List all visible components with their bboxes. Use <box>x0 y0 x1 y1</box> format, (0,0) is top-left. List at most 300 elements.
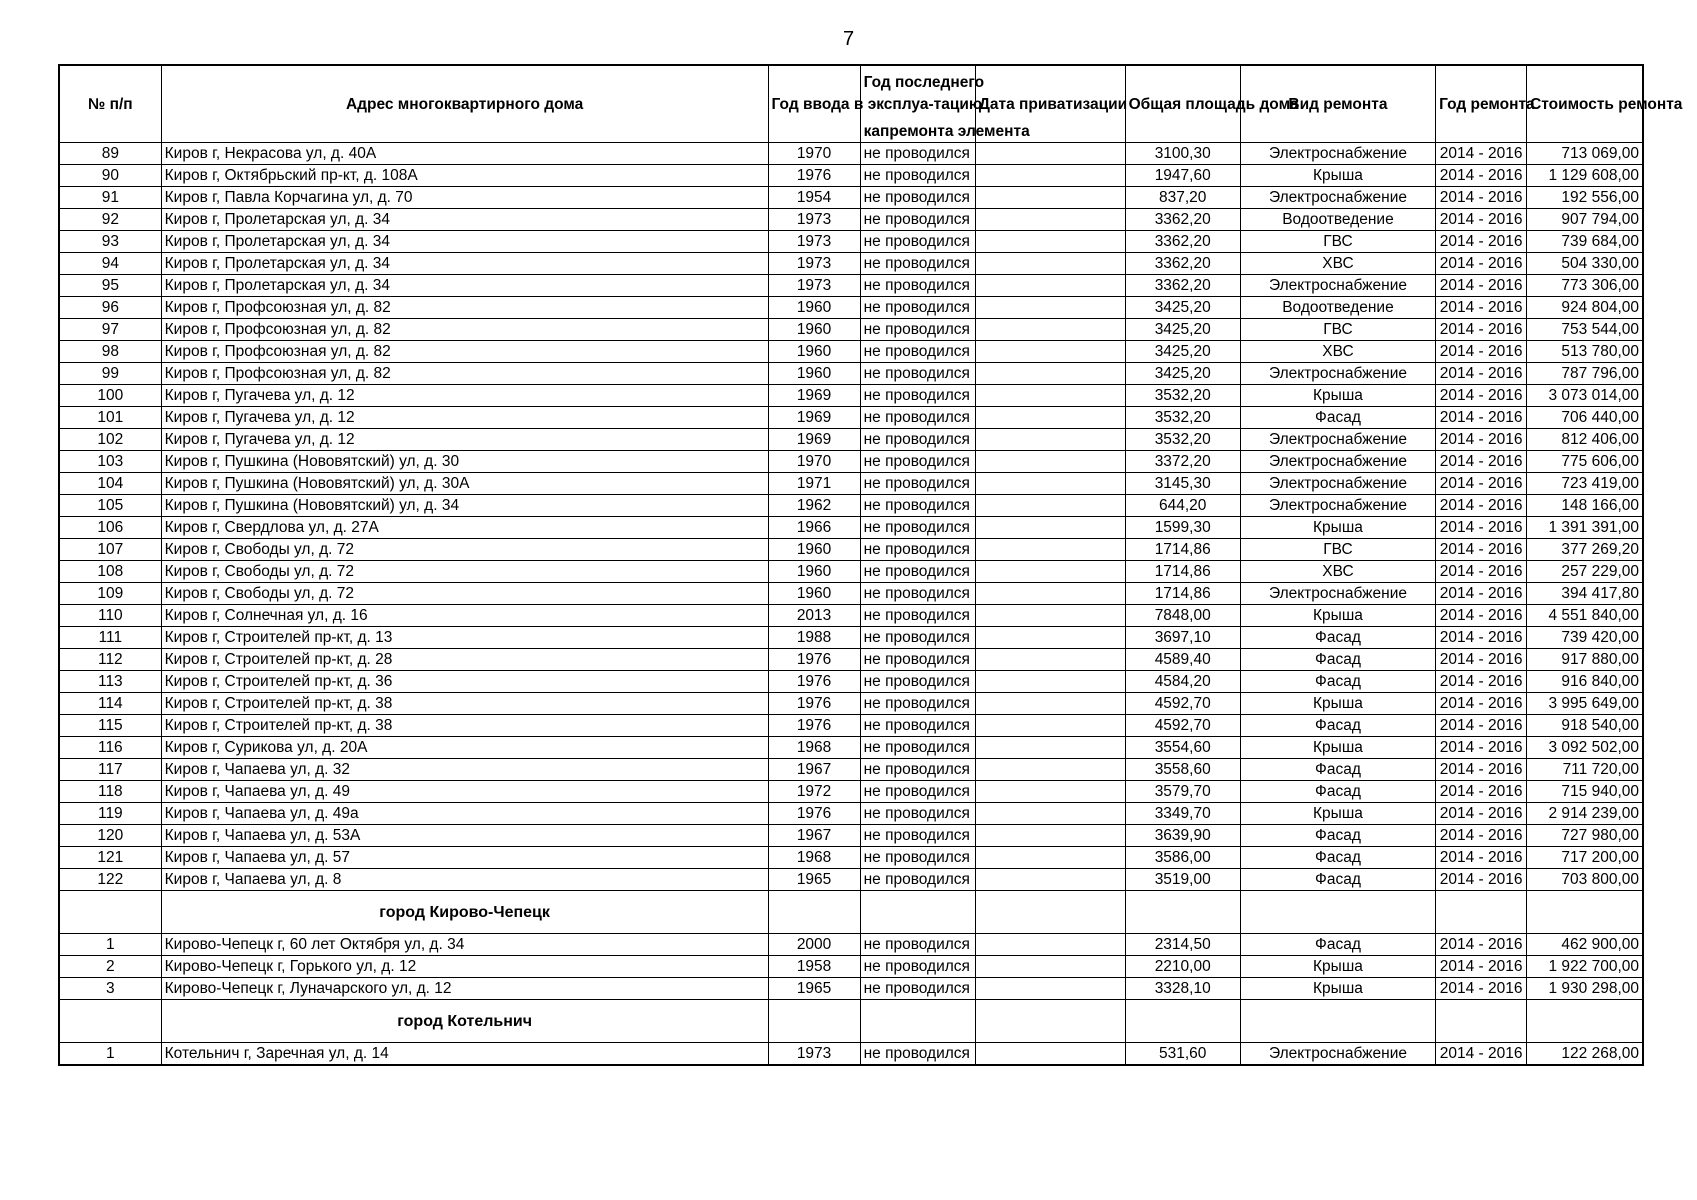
row-area: 3425,20 <box>1125 341 1240 363</box>
row-last-repair: не проводился <box>860 363 975 385</box>
row-cost: 3 092 502,00 <box>1527 737 1643 759</box>
row-cost: 715 940,00 <box>1527 781 1643 803</box>
row-repair-type: Крыша <box>1240 165 1435 187</box>
row-last-repair: не проводился <box>860 803 975 825</box>
row-year-built: 1969 <box>768 385 860 407</box>
row-cost: 1 930 298,00 <box>1527 978 1643 1000</box>
row-privatization <box>975 517 1125 539</box>
row-num: 101 <box>59 407 161 429</box>
table-row <box>59 495 1643 517</box>
row-year-built: 1976 <box>768 715 860 737</box>
row-year-built: 1966 <box>768 517 860 539</box>
row-repair-year: 2014 - 2016 <box>1436 363 1527 385</box>
row-last-repair: не проводился <box>860 143 975 165</box>
row-cost: 916 840,00 <box>1527 671 1643 693</box>
row-repair-type: ГВС <box>1240 319 1435 341</box>
row-num: 91 <box>59 187 161 209</box>
row-repair-type: Фасад <box>1240 627 1435 649</box>
row-area: 3362,20 <box>1125 231 1240 253</box>
table-row <box>59 407 1643 429</box>
row-area: 3362,20 <box>1125 275 1240 297</box>
row-address: Киров г, Сурикова ул, д. 20А <box>161 737 768 759</box>
row-repair-year: 2014 - 2016 <box>1436 231 1527 253</box>
row-repair-type: ХВС <box>1240 561 1435 583</box>
row-num: 106 <box>59 517 161 539</box>
row-area: 3532,20 <box>1125 407 1240 429</box>
row-last-repair: не проводился <box>860 429 975 451</box>
row-area: 3425,20 <box>1125 319 1240 341</box>
row-cost: 717 200,00 <box>1527 847 1643 869</box>
row-address: Киров г, Некрасова ул, д. 40А <box>161 143 768 165</box>
row-address: Киров г, Пушкина (Нововятский) ул, д. 30 <box>161 451 768 473</box>
row-cost: 812 406,00 <box>1527 429 1643 451</box>
row-cost: 4 551 840,00 <box>1527 605 1643 627</box>
row-area: 3554,60 <box>1125 737 1240 759</box>
row-repair-type: Фасад <box>1240 869 1435 891</box>
section-empty-cell <box>1240 891 1435 934</box>
table-row <box>59 759 1643 781</box>
table-row <box>59 671 1643 693</box>
row-repair-year: 2014 - 2016 <box>1436 627 1527 649</box>
row-address: Киров г, Пугачева ул, д. 12 <box>161 407 768 429</box>
row-year-built: 1988 <box>768 627 860 649</box>
row-cost: 727 980,00 <box>1527 825 1643 847</box>
row-repair-type: Водоотведение <box>1240 297 1435 319</box>
row-privatization <box>975 319 1125 341</box>
row-repair-type: Электроснабжение <box>1240 363 1435 385</box>
row-num: 118 <box>59 781 161 803</box>
table-row <box>59 825 1643 847</box>
row-repair-type: Фасад <box>1240 715 1435 737</box>
row-area: 3532,20 <box>1125 385 1240 407</box>
row-repair-type: Фасад <box>1240 825 1435 847</box>
repair-registry-table <box>58 64 1683 1066</box>
row-area: 4592,70 <box>1125 693 1240 715</box>
row-repair-type: Крыша <box>1240 605 1435 627</box>
row-num: 3 <box>59 978 161 1000</box>
table-row <box>59 605 1643 627</box>
row-last-repair: не проводился <box>860 825 975 847</box>
row-last-repair: не проводился <box>860 473 975 495</box>
row-area: 4589,40 <box>1125 649 1240 671</box>
row-area: 531,60 <box>1125 1043 1240 1066</box>
row-privatization <box>975 165 1125 187</box>
row-num: 1 <box>59 934 161 956</box>
table-row <box>59 627 1643 649</box>
row-last-repair: не проводился <box>860 231 975 253</box>
header-address: Адрес многоквартирного дома <box>161 65 768 143</box>
row-area: 3639,90 <box>1125 825 1240 847</box>
row-cost: 1 391 391,00 <box>1527 517 1643 539</box>
table-row <box>59 473 1643 495</box>
row-cost: 739 684,00 <box>1527 231 1643 253</box>
section-empty-cell <box>860 891 975 934</box>
row-year-built: 1971 <box>768 473 860 495</box>
section-empty-cell <box>1240 1000 1435 1043</box>
section-empty-cell <box>1436 1000 1527 1043</box>
row-cost: 257 229,00 <box>1527 561 1643 583</box>
row-cost: 917 880,00 <box>1527 649 1643 671</box>
row-area: 7848,00 <box>1125 605 1240 627</box>
row-repair-type: Электроснабжение <box>1240 451 1435 473</box>
row-year-built: 1965 <box>768 978 860 1000</box>
page-number: 7 <box>842 28 855 50</box>
row-cost: 148 166,00 <box>1527 495 1643 517</box>
table-row <box>59 319 1643 341</box>
table-row <box>59 1043 1643 1066</box>
table-row <box>59 978 1643 1000</box>
table-row <box>59 209 1643 231</box>
row-repair-type: Фасад <box>1240 759 1435 781</box>
row-address: Киров г, Пролетарская ул, д. 34 <box>161 275 768 297</box>
row-num: 117 <box>59 759 161 781</box>
section-header-row <box>59 1000 1643 1043</box>
row-year-built: 1960 <box>768 561 860 583</box>
row-year-built: 1972 <box>768 781 860 803</box>
row-year-built: 2000 <box>768 934 860 956</box>
header-repair-year: Год ремонта <box>1436 65 1527 143</box>
row-year-built: 1968 <box>768 737 860 759</box>
row-cost: 513 780,00 <box>1527 341 1643 363</box>
row-repair-type: Электроснабжение <box>1240 429 1435 451</box>
row-cost: 394 417,80 <box>1527 583 1643 605</box>
row-address: Киров г, Чапаева ул, д. 49а <box>161 803 768 825</box>
row-last-repair: не проводился <box>860 275 975 297</box>
table-row <box>59 253 1643 275</box>
row-repair-year: 2014 - 2016 <box>1436 1043 1527 1066</box>
row-address: Киров г, Октябрьский пр-кт, д. 108А <box>161 165 768 187</box>
row-last-repair: не проводился <box>860 253 975 275</box>
row-area: 2314,50 <box>1125 934 1240 956</box>
row-privatization <box>975 297 1125 319</box>
section-empty-cell <box>1125 1000 1240 1043</box>
row-year-built: 1970 <box>768 143 860 165</box>
section-empty-cell <box>59 891 161 934</box>
row-repair-year: 2014 - 2016 <box>1436 385 1527 407</box>
row-area: 1599,30 <box>1125 517 1240 539</box>
section-empty-cell <box>768 891 860 934</box>
row-area: 3425,20 <box>1125 297 1240 319</box>
row-last-repair: не проводился <box>860 561 975 583</box>
table-row <box>59 143 1643 165</box>
row-repair-type: ХВС <box>1240 253 1435 275</box>
table-row <box>59 539 1643 561</box>
row-num: 90 <box>59 165 161 187</box>
row-address: Киров г, Пугачева ул, д. 12 <box>161 429 768 451</box>
row-num: 109 <box>59 583 161 605</box>
row-address: Киров г, Чапаева ул, д. 32 <box>161 759 768 781</box>
row-last-repair: не проводился <box>860 671 975 693</box>
row-year-built: 1954 <box>768 187 860 209</box>
row-repair-year: 2014 - 2016 <box>1436 605 1527 627</box>
row-repair-type: Крыша <box>1240 385 1435 407</box>
row-last-repair: не проводился <box>860 539 975 561</box>
row-repair-type: Фасад <box>1240 847 1435 869</box>
row-cost: 739 420,00 <box>1527 627 1643 649</box>
row-year-built: 1960 <box>768 363 860 385</box>
row-area: 3145,30 <box>1125 473 1240 495</box>
row-last-repair: не проводился <box>860 649 975 671</box>
table-row <box>59 363 1643 385</box>
row-area: 2210,00 <box>1125 956 1240 978</box>
row-repair-year: 2014 - 2016 <box>1436 187 1527 209</box>
row-address: Киров г, Пугачева ул, д. 12 <box>161 385 768 407</box>
row-area: 3328,10 <box>1125 978 1240 1000</box>
row-repair-year: 2014 - 2016 <box>1436 275 1527 297</box>
table-row <box>59 583 1643 605</box>
row-num: 120 <box>59 825 161 847</box>
row-repair-year: 2014 - 2016 <box>1436 561 1527 583</box>
row-year-built: 1976 <box>768 165 860 187</box>
row-privatization <box>975 737 1125 759</box>
row-num: 116 <box>59 737 161 759</box>
row-privatization <box>975 803 1125 825</box>
row-last-repair: не проводился <box>860 605 975 627</box>
row-cost: 706 440,00 <box>1527 407 1643 429</box>
row-num: 96 <box>59 297 161 319</box>
row-area: 3519,00 <box>1125 869 1240 891</box>
row-privatization <box>975 583 1125 605</box>
row-privatization <box>975 473 1125 495</box>
row-cost: 192 556,00 <box>1527 187 1643 209</box>
row-repair-year: 2014 - 2016 <box>1436 693 1527 715</box>
row-privatization <box>975 385 1125 407</box>
row-last-repair: не проводился <box>860 451 975 473</box>
row-repair-type: ГВС <box>1240 231 1435 253</box>
row-address: Киров г, Пушкина (Нововятский) ул, д. 30А <box>161 473 768 495</box>
row-area: 1714,86 <box>1125 561 1240 583</box>
row-address: Киров г, Строителей пр-кт, д. 36 <box>161 671 768 693</box>
row-year-built: 1960 <box>768 297 860 319</box>
row-cost: 775 606,00 <box>1527 451 1643 473</box>
row-repair-year: 2014 - 2016 <box>1436 759 1527 781</box>
row-num: 94 <box>59 253 161 275</box>
table-row <box>59 934 1643 956</box>
row-address: Киров г, Пролетарская ул, д. 34 <box>161 253 768 275</box>
row-num: 92 <box>59 209 161 231</box>
row-repair-year: 2014 - 2016 <box>1436 209 1527 231</box>
row-repair-type: Крыша <box>1240 693 1435 715</box>
row-cost: 711 720,00 <box>1527 759 1643 781</box>
row-num: 113 <box>59 671 161 693</box>
row-repair-type: Фасад <box>1240 934 1435 956</box>
row-repair-type: ХВС <box>1240 341 1435 363</box>
row-num: 103 <box>59 451 161 473</box>
section-empty-cell <box>1125 891 1240 934</box>
row-last-repair: не проводился <box>860 495 975 517</box>
header-privatization: Дата приватизации <box>975 65 1125 143</box>
row-last-repair: не проводился <box>860 715 975 737</box>
row-repair-year: 2014 - 2016 <box>1436 847 1527 869</box>
row-last-repair: не проводился <box>860 847 975 869</box>
table-row <box>59 561 1643 583</box>
row-last-repair: не проводился <box>860 209 975 231</box>
row-address: Киров г, Свободы ул, д. 72 <box>161 539 768 561</box>
row-address: Киров г, Строителей пр-кт, д. 13 <box>161 627 768 649</box>
table-row <box>59 517 1643 539</box>
row-cost: 3 995 649,00 <box>1527 693 1643 715</box>
row-repair-year: 2014 - 2016 <box>1436 473 1527 495</box>
table-row <box>59 715 1643 737</box>
table-row <box>59 956 1643 978</box>
row-privatization <box>975 253 1125 275</box>
header-last-repair-top: Год последнего <box>863 74 985 91</box>
row-privatization <box>975 956 1125 978</box>
section-empty-cell <box>1436 891 1527 934</box>
row-repair-year: 2014 - 2016 <box>1436 737 1527 759</box>
row-privatization <box>975 605 1125 627</box>
row-privatization <box>975 451 1125 473</box>
row-year-built: 1960 <box>768 583 860 605</box>
row-num: 107 <box>59 539 161 561</box>
row-year-built: 1976 <box>768 649 860 671</box>
section-empty-cell <box>59 1000 161 1043</box>
row-year-built: 1976 <box>768 693 860 715</box>
row-repair-type: Крыша <box>1240 803 1435 825</box>
row-year-built: 1970 <box>768 451 860 473</box>
row-repair-year: 2014 - 2016 <box>1436 671 1527 693</box>
row-area: 4592,70 <box>1125 715 1240 737</box>
row-num: 1 <box>59 1043 161 1066</box>
row-last-repair: не проводился <box>860 627 975 649</box>
row-repair-year: 2014 - 2016 <box>1436 649 1527 671</box>
row-last-repair: не проводился <box>860 737 975 759</box>
row-area: 1714,86 <box>1125 539 1240 561</box>
row-repair-type: Электроснабжение <box>1240 473 1435 495</box>
row-num: 108 <box>59 561 161 583</box>
row-repair-type: Крыша <box>1240 517 1435 539</box>
header-num: № п/п <box>59 65 161 143</box>
row-num: 99 <box>59 363 161 385</box>
section-empty-cell <box>768 1000 860 1043</box>
row-repair-year: 2014 - 2016 <box>1436 803 1527 825</box>
row-last-repair: не проводился <box>860 934 975 956</box>
row-repair-year: 2014 - 2016 <box>1436 429 1527 451</box>
row-cost: 504 330,00 <box>1527 253 1643 275</box>
row-privatization <box>975 143 1125 165</box>
row-cost: 3 073 014,00 <box>1527 385 1643 407</box>
header-year-built: Год ввода в эксплуа-тацию <box>768 65 860 143</box>
row-year-built: 1960 <box>768 539 860 561</box>
table-row <box>59 803 1643 825</box>
row-area: 644,20 <box>1125 495 1240 517</box>
row-address: Киров г, Профсоюзная ул, д. 82 <box>161 319 768 341</box>
row-num: 111 <box>59 627 161 649</box>
row-cost: 2 914 239,00 <box>1527 803 1643 825</box>
header-row <box>59 65 1643 143</box>
row-num: 110 <box>59 605 161 627</box>
row-privatization <box>975 495 1125 517</box>
section-title: город Кирово-Чепецк <box>161 891 768 934</box>
row-repair-year: 2014 - 2016 <box>1436 825 1527 847</box>
row-privatization <box>975 978 1125 1000</box>
row-address: Киров г, Пролетарская ул, д. 34 <box>161 231 768 253</box>
row-cost: 377 269,20 <box>1527 539 1643 561</box>
table-row <box>59 231 1643 253</box>
row-repair-type: Крыша <box>1240 737 1435 759</box>
row-address: Киров г, Чапаева ул, д. 49 <box>161 781 768 803</box>
row-privatization <box>975 561 1125 583</box>
row-num: 95 <box>59 275 161 297</box>
row-repair-type: Электроснабжение <box>1240 583 1435 605</box>
row-last-repair: не проводился <box>860 341 975 363</box>
row-year-built: 1960 <box>768 319 860 341</box>
header-cost: Стоимость ремонта <box>1527 65 1643 143</box>
row-repair-type: Электроснабжение <box>1240 495 1435 517</box>
row-address: Киров г, Солнечная ул, д. 16 <box>161 605 768 627</box>
section-empty-cell <box>1527 1000 1643 1043</box>
row-last-repair: не проводился <box>860 978 975 1000</box>
row-privatization <box>975 407 1125 429</box>
row-privatization <box>975 759 1125 781</box>
row-year-built: 1973 <box>768 275 860 297</box>
row-address: Киров г, Строителей пр-кт, д. 28 <box>161 649 768 671</box>
table-row <box>59 451 1643 473</box>
row-year-built: 1960 <box>768 341 860 363</box>
section-header-row <box>59 891 1643 934</box>
row-year-built: 1976 <box>768 803 860 825</box>
row-area: 3697,10 <box>1125 627 1240 649</box>
row-address: Киров г, Пушкина (Нововятский) ул, д. 34 <box>161 495 768 517</box>
row-address: Киров г, Свободы ул, д. 72 <box>161 583 768 605</box>
section-empty-cell <box>860 1000 975 1043</box>
row-year-built: 1969 <box>768 429 860 451</box>
row-address: Кирово-Чепецк г, 60 лет Октября ул, д. 34 <box>161 934 768 956</box>
row-repair-year: 2014 - 2016 <box>1436 869 1527 891</box>
row-last-repair: не проводился <box>860 583 975 605</box>
row-address: Киров г, Свердлова ул, д. 27А <box>161 517 768 539</box>
row-repair-year: 2014 - 2016 <box>1436 407 1527 429</box>
row-address: Киров г, Профсоюзная ул, д. 82 <box>161 363 768 385</box>
row-address: Киров г, Чапаева ул, д. 8 <box>161 869 768 891</box>
row-year-built: 1969 <box>768 407 860 429</box>
row-last-repair: не проводился <box>860 297 975 319</box>
row-num: 112 <box>59 649 161 671</box>
row-year-built: 1965 <box>768 869 860 891</box>
row-repair-year: 2014 - 2016 <box>1436 451 1527 473</box>
row-repair-type: Электроснабжение <box>1240 1043 1435 1066</box>
table-row <box>59 275 1643 297</box>
row-area: 3425,20 <box>1125 363 1240 385</box>
row-last-repair: не проводился <box>860 759 975 781</box>
row-privatization <box>975 209 1125 231</box>
row-privatization <box>975 649 1125 671</box>
row-cost: 907 794,00 <box>1527 209 1643 231</box>
row-repair-year: 2014 - 2016 <box>1436 253 1527 275</box>
row-repair-year: 2014 - 2016 <box>1436 341 1527 363</box>
row-cost: 462 900,00 <box>1527 934 1643 956</box>
row-address: Киров г, Профсоюзная ул, д. 82 <box>161 297 768 319</box>
row-area: 3362,20 <box>1125 209 1240 231</box>
row-address: Кирово-Чепецк г, Горького ул, д. 12 <box>161 956 768 978</box>
table-row <box>59 429 1643 451</box>
row-repair-type: Крыша <box>1240 956 1435 978</box>
row-privatization <box>975 627 1125 649</box>
row-num: 93 <box>59 231 161 253</box>
row-last-repair: не проводился <box>860 407 975 429</box>
row-address: Киров г, Свободы ул, д. 72 <box>161 561 768 583</box>
row-repair-year: 2014 - 2016 <box>1436 165 1527 187</box>
row-privatization <box>975 1043 1125 1066</box>
row-num: 98 <box>59 341 161 363</box>
row-num: 102 <box>59 429 161 451</box>
table-row <box>59 649 1643 671</box>
row-year-built: 1973 <box>768 231 860 253</box>
row-last-repair: не проводился <box>860 869 975 891</box>
row-repair-year: 2014 - 2016 <box>1436 495 1527 517</box>
table-row <box>59 297 1643 319</box>
table-body <box>59 143 1643 1066</box>
